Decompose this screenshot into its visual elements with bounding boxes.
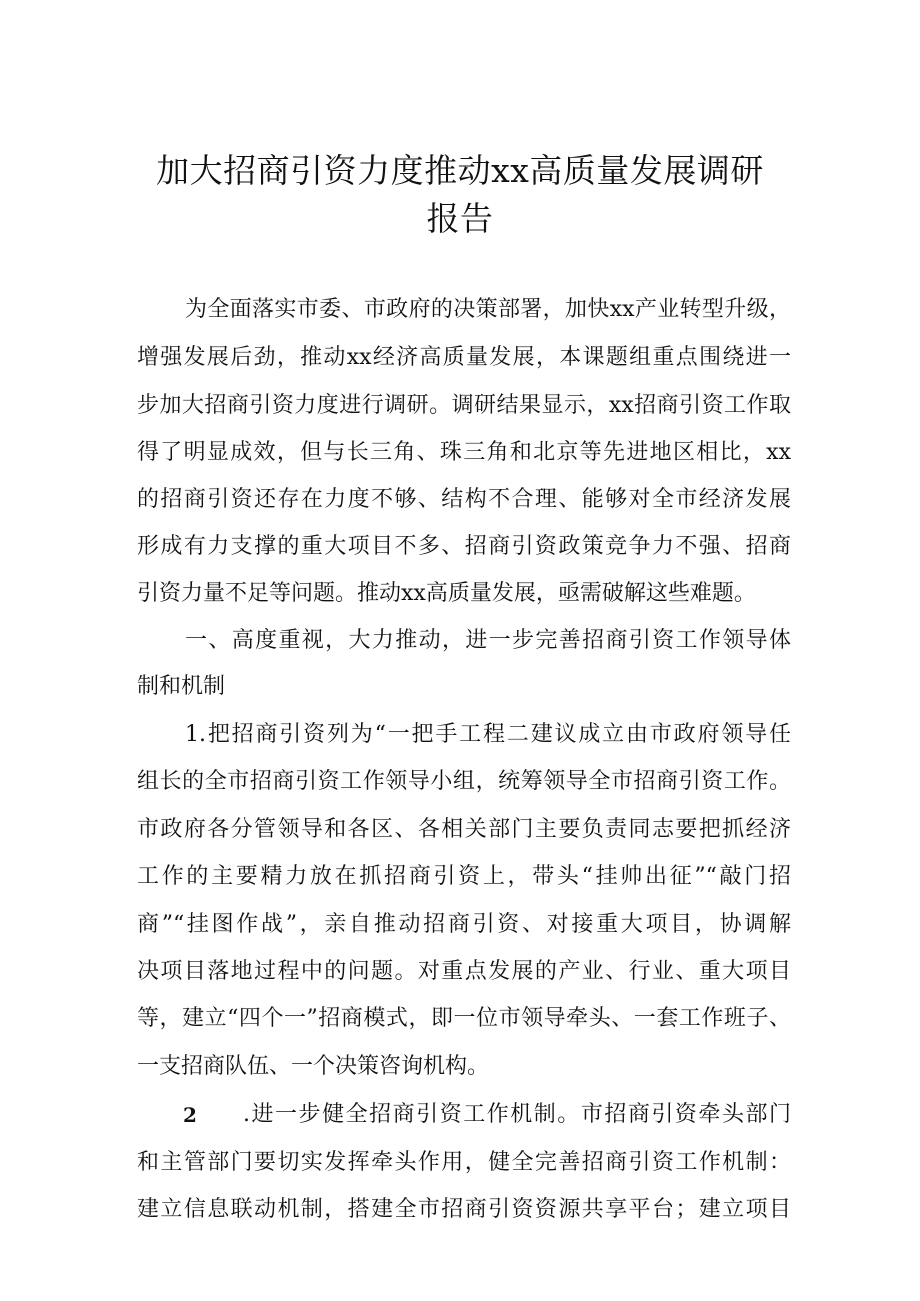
paragraph-line: 增强发展后劲，推动xx经济高质量发展，本课题组重点围绕进一 bbox=[137, 345, 791, 370]
paragraph-line: 组长的全市招商引资工作领导小组，统筹领导全市招商引资工作。 bbox=[137, 769, 791, 794]
paragraph-line: 1.把招商引资列为“一把手工程二建议成立由市政府领导任 bbox=[185, 722, 791, 747]
paragraph-line: .进一步健全招商引资工作机制。市招商引资牵头部门 bbox=[243, 1102, 791, 1127]
paragraph-line: 为全面落实市委、市政府的决策部署，加快xx产业转型升级， bbox=[185, 297, 791, 322]
paragraph-line: 步加大招商引资力度进行调研。调研结果显示，xx招商引资工作取 bbox=[137, 393, 791, 418]
paragraph-line: 商”“挂图作战”，亲自推动招商引资、对接重大项目，协调解 bbox=[137, 912, 791, 937]
paragraph-line: 的招商引资还存在力度不够、结构不合理、能够对全市经济发展 bbox=[137, 487, 791, 512]
section-heading-line: 制和机制 bbox=[137, 674, 226, 699]
section-heading-line: 一、高度重视，大力推动，进一步完善招商引资工作领导体 bbox=[185, 628, 791, 653]
document-title-line-1: 加大招商引资力度推动xx高质量发展调研 bbox=[156, 151, 764, 190]
paragraph-line: 形成有力支撑的重大项目不多、招商引资政策竞争力不强、招商 bbox=[137, 534, 791, 559]
document-title-line-2: 报告 bbox=[426, 199, 494, 238]
paragraph-line: 工作的主要精力放在抓招商引资上，带头“挂帅出征”“敲门招 bbox=[137, 864, 791, 889]
paragraph-line: 和主管部门要切实发挥牵头作用，健全完善招商引资工作机制： bbox=[137, 1150, 791, 1175]
paragraph-line: 决项目落地过程中的问题。对重点发展的产业、行业、重大项目 bbox=[137, 959, 791, 984]
paragraph-line: 市政府各分管领导和各区、各相关部门主要负责同志要把抓经济 bbox=[137, 817, 791, 842]
paragraph-line: 等，建立“四个一”招商模式，即一位市领导牵头、一套工作班子、 bbox=[137, 1006, 791, 1031]
paragraph-line: 一支招商队伍、一个决策咨询机构。 bbox=[137, 1054, 490, 1079]
list-number: 2 bbox=[183, 1103, 197, 1127]
paragraph-line: 得了明显成效，但与长三角、珠三角和北京等先进地区相比，xx bbox=[137, 440, 791, 465]
paragraph-line: 建立信息联动机制，搭建全市招商引资资源共享平台；建立项目 bbox=[137, 1197, 791, 1222]
paragraph-line: 引资力量不足等问题。推动xx高质量发展，亟需破解这些难题。 bbox=[137, 581, 756, 606]
